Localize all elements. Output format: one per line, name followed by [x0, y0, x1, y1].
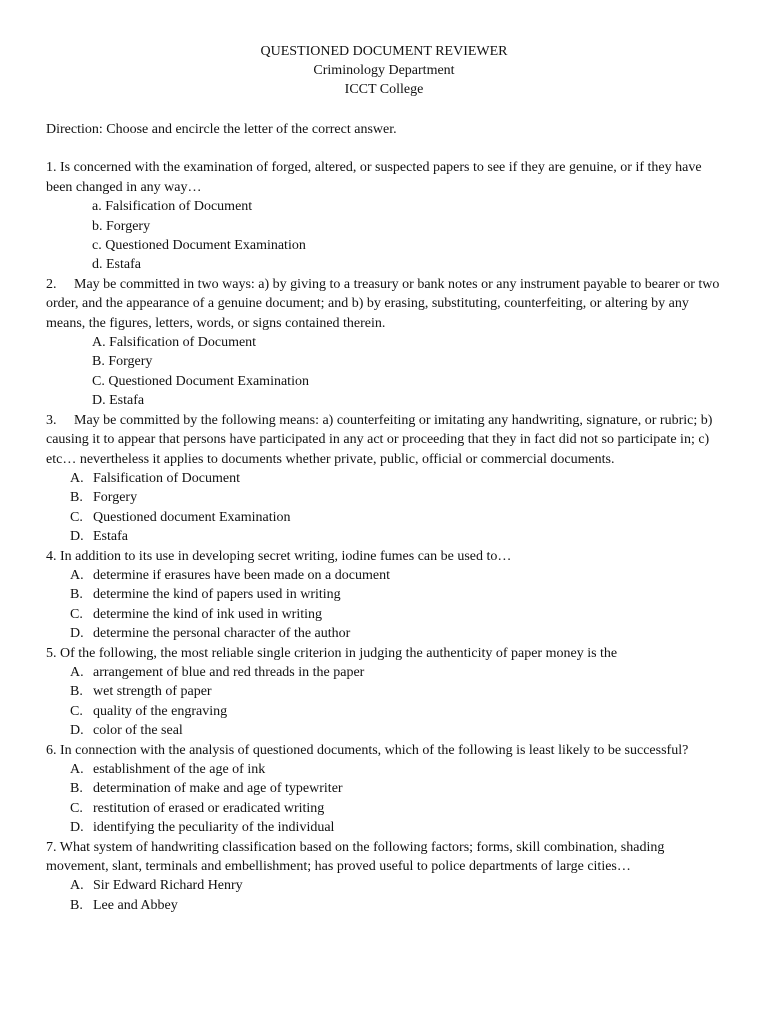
option-text: determine the personal character of the author [93, 626, 351, 642]
option-letter: B. [70, 587, 83, 603]
option-text: determine if erasures have been made on a document [93, 567, 390, 583]
department-name: Criminology Department [313, 63, 455, 78]
question-2-option-c: C. Questioned Document Examination [92, 373, 309, 389]
option-letter: A. [70, 470, 84, 486]
option-letter: D. [70, 626, 84, 642]
question-5-option-c [46, 702, 726, 721]
option-letter: A. [70, 664, 84, 680]
option-text: arrangement of blue and red threads in the paper [93, 664, 365, 680]
option-text: determination of make and age of typewriter [93, 781, 343, 797]
question-3-option-a [46, 469, 726, 488]
option-letter: C. [70, 509, 83, 525]
question-3-option-c [46, 508, 726, 527]
question-1 [46, 158, 726, 274]
option-text: quality of the engraving [93, 703, 228, 719]
question-5-stem: 5. Of the following, the most reliable single criterion in judging the authenticity of paper money is the [46, 645, 618, 661]
question-4 [46, 547, 726, 644]
question-2-number: 2. [46, 276, 57, 292]
option-letter: B. [70, 684, 83, 700]
question-5 [46, 644, 726, 741]
question-2-option-d: D. Estafa [92, 393, 145, 409]
question-3-option-b [46, 488, 726, 507]
option-text: determine the kind of papers used in writing [93, 587, 341, 603]
option-text: Sir Edward Richard Henry [93, 878, 243, 894]
question-3 [46, 411, 726, 547]
question-7-stem: 7. What system of handwriting classification based on the following factors; forms, skill combination, shading movement, slant, terminals and embellishment; has proved useful to police departments of large cities… [46, 839, 665, 875]
question-2-option-a: A. Falsification of Document [92, 335, 257, 351]
option-letter: C. [70, 703, 83, 719]
question-3-number: 3. [46, 412, 57, 428]
question-6-stem: 6. In connection with the analysis of questioned documents, which of the following is least likely to be successful? [46, 742, 689, 758]
option-text: determine the kind of ink used in writing [93, 606, 323, 622]
question-4-option-b [46, 585, 726, 604]
question-4-stem: 4. In addition to its use in developing secret writing, iodine fumes can be used to… [46, 548, 512, 564]
option-text: color of the seal [93, 723, 183, 739]
question-6-option-b [46, 779, 726, 798]
option-text: identifying the peculiarity of the individual [93, 820, 335, 836]
option-text: establishment of the age of ink [93, 762, 266, 777]
document-title: QUESTIONED DOCUMENT REVIEWER [260, 44, 508, 59]
question-1-option-b: b. Forgery [92, 218, 151, 234]
question-6 [46, 741, 726, 838]
question-1-option-d: d. Estafa [92, 257, 141, 273]
question-5-option-b [46, 682, 726, 701]
question-4-option-c [46, 605, 726, 624]
option-letter: A. [70, 567, 84, 583]
option-text: Falsification of Document [93, 470, 240, 486]
option-letter: B. [70, 490, 83, 506]
option-letter: B. [70, 897, 83, 913]
question-1-stem: 1. Is concerned with the examination of forged, altered, or suspected papers to see if they are genuine, or if they have been changed in any way… [46, 160, 702, 195]
question-4-option-a [46, 566, 726, 585]
question-7-option-a [46, 876, 726, 895]
question-2 [46, 275, 726, 411]
document-body [46, 120, 726, 915]
document-header [0, 42, 768, 99]
question-3-stem [46, 411, 726, 469]
option-letter: A. [70, 762, 84, 777]
question-1-option-c: c. Questioned Document Examination [92, 238, 306, 254]
question-6-option-c [46, 799, 726, 818]
option-letter: B. [70, 781, 83, 797]
question-7-option-b [46, 896, 726, 915]
option-letter: D. [70, 820, 84, 836]
option-letter: A. [70, 878, 84, 894]
question-3-option-d [46, 527, 726, 546]
question-3-text: May be committed by the following means: a) counterfeiting or imitating any handwriting, signature, or rubric; b) causing it to appear that persons have participated in any act or proceeding that they in fact did not so participate in; c) etc… nevertheless it applies to documents whether private, public, official or commercial documents. [46, 412, 713, 467]
question-6-option-a [46, 760, 726, 779]
option-text: Forgery [93, 490, 138, 506]
option-text: wet strength of paper [93, 684, 212, 700]
option-text: restitution of erased or eradicated writing [93, 800, 325, 816]
option-letter: D. [70, 529, 84, 545]
school-name: ICCT College [344, 82, 424, 97]
question-2-stem [46, 275, 726, 333]
option-letter: C. [70, 606, 83, 622]
question-4-option-d [46, 624, 726, 643]
option-letter: D. [70, 723, 84, 739]
question-2-option-b: B. Forgery [92, 354, 153, 370]
option-letter: C. [70, 800, 83, 816]
question-6-option-d [46, 818, 726, 837]
option-text: Questioned document Examination [93, 509, 291, 525]
question-7 [46, 838, 726, 916]
question-5-option-a [46, 663, 726, 682]
question-5-option-d [46, 721, 726, 740]
question-2-text: May be committed in two ways: a) by giving to a treasury or bank notes or any instrument payable to bearer or two order, and the appearance of a genuine document; and b) by erasing, substituting, counterfeiting, or altering by any means, the figures, letters, words, or signs contained therein. [46, 276, 720, 331]
direction-text: Direction: Choose and encircle the letter of the correct answer. [46, 122, 397, 137]
option-text: Lee and Abbey [93, 897, 178, 913]
question-1-option-a: a. Falsification of Document [92, 199, 253, 215]
option-text: Estafa [93, 529, 128, 545]
